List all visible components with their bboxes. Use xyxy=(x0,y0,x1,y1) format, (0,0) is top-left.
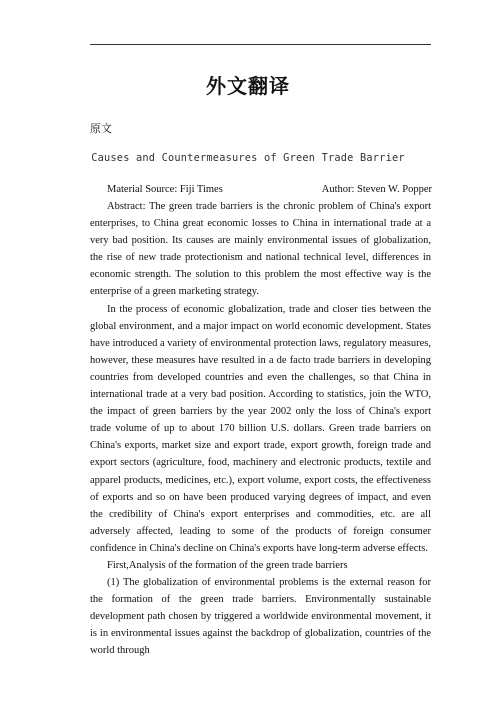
article-body xyxy=(90,198,431,660)
section-heading: First,Analysis of the formation of the green trade barriers xyxy=(107,559,348,571)
section-label: 原文 xyxy=(90,122,112,135)
abstract-paragraph: Abstract: The green trade barriers is the chronic problem of China's export enterprises, to China great economic losses to China in international trade at a very bad position. Its causes are mainly environmental issues of globalization, the rise of new trade protectionism and national technical level, differences in economic strength. The solution to this problem the most effective way is the enterprise of a green marketing strategy. xyxy=(90,201,431,298)
header-rule xyxy=(90,44,431,45)
article-title: Causes and Countermeasures of Green Trade Barrier xyxy=(91,152,405,164)
author-line: Author: Steven W. Popper xyxy=(321,184,432,195)
body-paragraph: In the process of economic globalization, trade and closer ties between the global environment, and a major impact on world economic development. States have introduced a variety of environmental protection laws, regulatory measures, however, these measures have resulted in a de facto trade barriers in developing countries from developed countries and even the challenges, so that China in international trade at a very bad position. According to statistics, join the WTO, the impact of green barriers by the year 2002 only the loss of China's export trade volume of up to about 170 billion U.S. dollars. Green trade barriers on China's exports, market size and export trade, export growth, foreign trade and export sectors (agriculture, food, machinery and electronic products, textile and apparel products, medicines, etc.), export volume, export costs, the effectiveness of exports and so on have been produced varying degrees of impact, and even the credibility of China's export enterprises and commodities, etc. are all adversely affected, leading to some of the products of foreign consumer confidence in China's decline on China's exports have long-term adverse effects. xyxy=(90,303,431,554)
material-source: Material Source: Fiji Times xyxy=(107,184,223,195)
body-paragraph: (1) The globalization of environmental problems is the external reason for the formation of the green trade barriers. Environmentally sustainable development path chosen by triggered a worldwide environmental movement, it is in environmental issues against the backdrop of globalization, countries of the world through xyxy=(90,577,431,657)
document-title: 外文翻译 xyxy=(206,74,290,98)
